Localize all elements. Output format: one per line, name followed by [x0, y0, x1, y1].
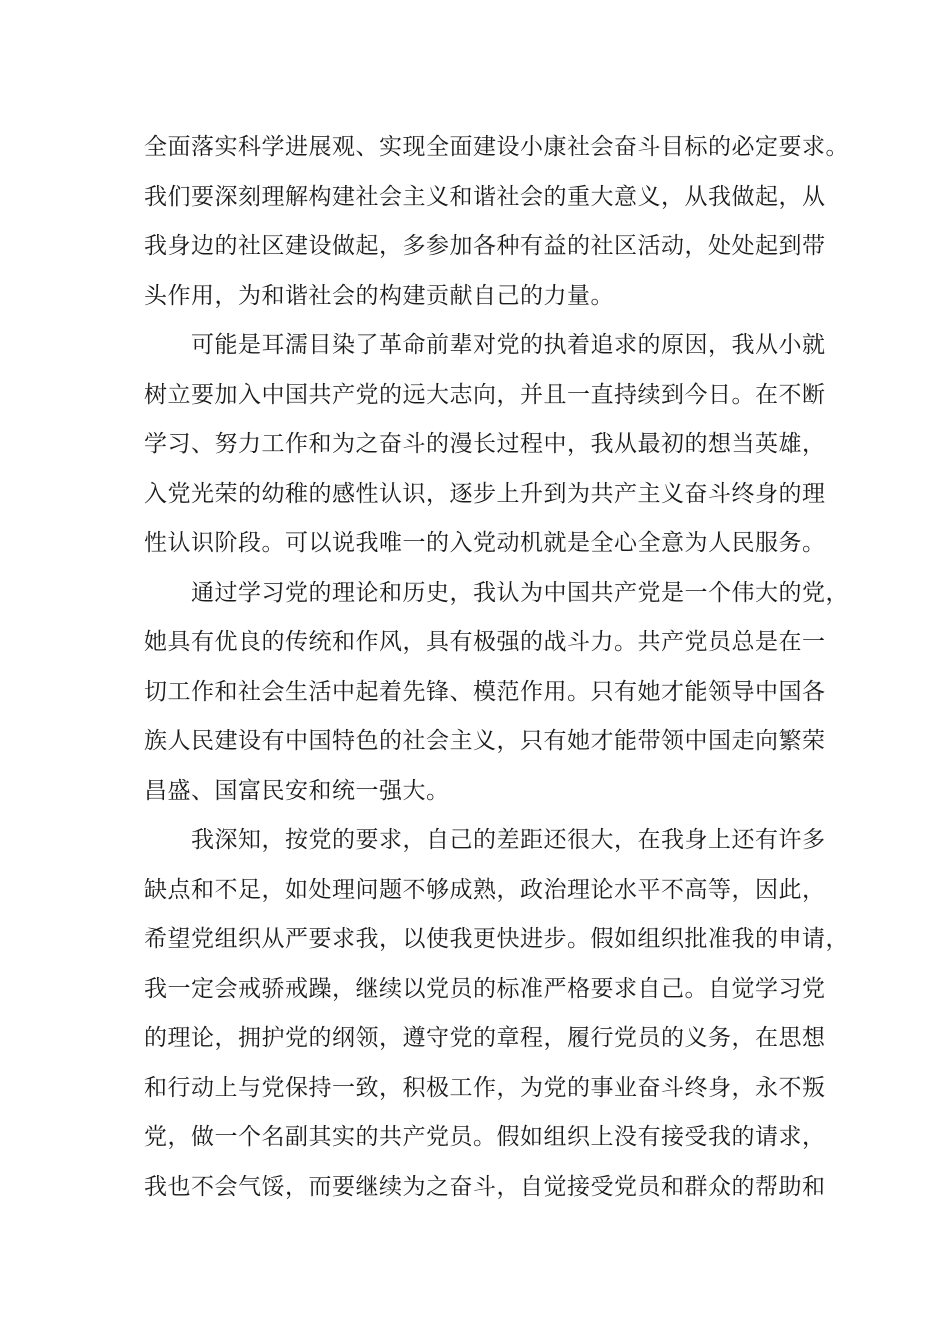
text-line: 切工作和社会生活中起着先锋、模范作用。只有她才能领导中国各	[144, 678, 826, 705]
text-line: 缺点和不足，如处理问题不够成熟，政治理论水平不高等，因此，	[144, 876, 826, 903]
text-line: 头作用，为和谐社会的构建贡献自己的力量。	[144, 282, 614, 309]
text-line: 性认识阶段。可以说我唯一的入党动机就是全心全意为人民服务。	[144, 530, 826, 556]
text-line: 她具有优良的传统和作风，具有极强的战斗力。共产党员总是在一	[144, 629, 826, 655]
text-line: 我们要深刻理解构建社会主义和谐社会的重大意义，从我做起，从	[144, 183, 826, 210]
document-body	[144, 127, 849, 1216]
text-line: 和行动上与党保持一致，积极工作，为党的事业奋斗终身，永不叛	[144, 1074, 826, 1101]
text-line: 党，做一个名副其实的共产党员。假如组织上没有接受我的请求，	[144, 1124, 826, 1150]
text-line: 的理论，拥护党的纲领，遵守党的章程，履行党员的义务，在思想	[144, 1025, 826, 1051]
text-line: 入党光荣的幼稚的感性认识，逐步上升到为共产主义奋斗终身的理	[144, 480, 826, 507]
paragraph-first-line: 我深知，按党的要求，自己的差距还很大，在我身上还有许多	[191, 827, 826, 853]
text-line: 我一定会戒骄戒躁，继续以党员的标准严格要求自己。自觉学习党	[144, 975, 826, 1002]
text-line: 我身边的社区建设做起，多参加各种有益的社区活动，处处起到带	[144, 233, 826, 259]
paragraph-first-line: 可能是耳濡目染了革命前辈对党的执着追求的原因，我从小就	[191, 332, 826, 358]
text-line: 全面落实科学进展观、实现全面建设小康社会奋斗目标的必定要求。	[144, 134, 849, 160]
text-line: 我也不会气馁，而要继续为之奋斗，自觉接受党员和群众的帮助和	[144, 1173, 826, 1200]
paragraph-first-line: 通过学习党的理论和历史，我认为中国共产党是一个伟大的党，	[191, 579, 849, 606]
text-line: 学习、努力工作和为之奋斗的漫长过程中，我从最初的想当英雄，	[144, 431, 826, 457]
text-line: 昌盛、国富民安和统一强大。	[144, 777, 450, 804]
text-line: 树立要加入中国共产党的远大志向，并且一直持续到今日。在不断	[144, 381, 826, 408]
text-line: 希望党组织从严要求我，以使我更快进步。假如组织批准我的申请，	[144, 926, 849, 952]
text-line: 族人民建设有中国特色的社会主义，只有她才能带领中国走向繁荣	[144, 728, 826, 754]
